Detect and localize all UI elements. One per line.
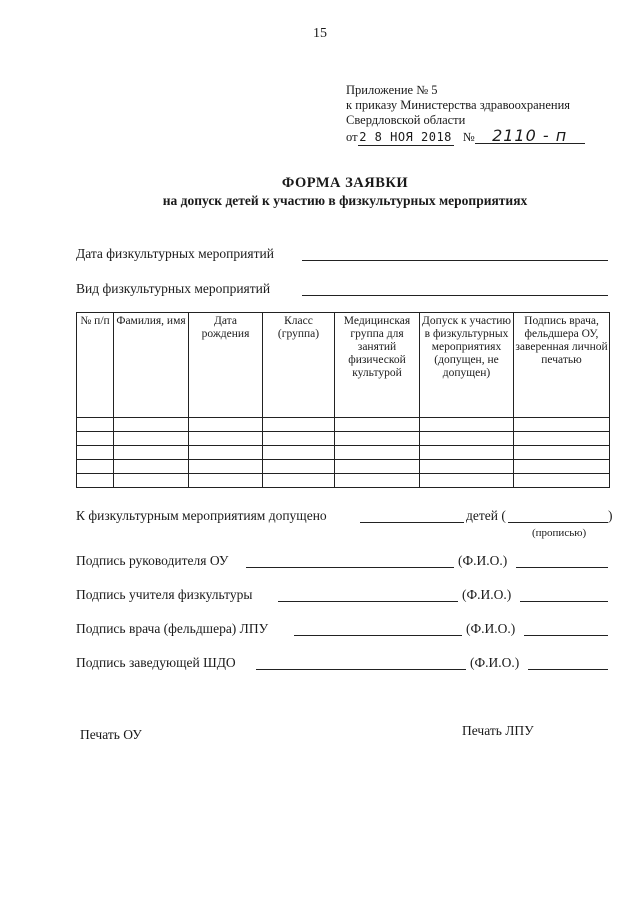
appendix-block xyxy=(346,83,585,146)
table-cell[interactable] xyxy=(114,460,189,474)
col-header-birthdate: Дата рождения xyxy=(189,313,263,418)
table-row xyxy=(77,418,610,432)
table-cell[interactable] xyxy=(514,474,610,488)
table-cell[interactable] xyxy=(77,418,114,432)
table-cell[interactable] xyxy=(335,474,420,488)
fio-doctor-field[interactable] xyxy=(524,635,608,636)
table-row xyxy=(77,432,610,446)
event-date-field[interactable] xyxy=(302,260,608,261)
order-date: 2 8 НОЯ 2018 xyxy=(359,130,452,144)
col-header-name: Фамилия, имя xyxy=(114,313,189,418)
table-cell[interactable] xyxy=(189,418,263,432)
form-subtitle: на допуск детей к участию в физкультурных мероприятиях xyxy=(162,193,528,208)
col-header-admission: Допуск к участию в физкультурных мероприятиях (допущен, не допущен) xyxy=(420,313,514,418)
table-cell[interactable] xyxy=(114,432,189,446)
in-words-hint: (прописью) xyxy=(532,527,587,539)
table-cell[interactable] xyxy=(514,446,610,460)
admitted-label: К физкультурным мероприятиям допущено xyxy=(76,508,327,523)
signature-kindergarten-head-label: Подпись заведующей ШДО xyxy=(76,655,236,670)
table-row xyxy=(77,460,610,474)
signature-doctor-label: Подпись врача (фельдшера) ЛПУ xyxy=(76,621,269,636)
col-header-class: Класс (группа) xyxy=(263,313,335,418)
date-prefix: от xyxy=(346,130,358,144)
signature-kindergarten-head-field[interactable] xyxy=(256,669,466,670)
admitted-children-label: детей ( xyxy=(466,508,506,523)
table-cell[interactable] xyxy=(420,418,514,432)
table-header-row xyxy=(77,313,610,418)
fio-label: (Ф.И.О.) xyxy=(466,621,516,636)
signature-pe-teacher-field[interactable] xyxy=(278,601,458,602)
table-cell[interactable] xyxy=(335,418,420,432)
table-cell[interactable] xyxy=(335,432,420,446)
fio-director-field[interactable] xyxy=(516,567,608,568)
table-cell[interactable] xyxy=(335,460,420,474)
signature-director-label: Подпись руководителя ОУ xyxy=(76,553,229,568)
table-cell[interactable] xyxy=(514,418,610,432)
school-stamp-label: Печать ОУ xyxy=(80,727,142,742)
table-cell[interactable] xyxy=(263,446,335,460)
table-row xyxy=(77,446,610,460)
number-prefix: № xyxy=(462,130,475,144)
fio-label: (Ф.И.О.) xyxy=(462,587,512,602)
table-cell[interactable] xyxy=(189,460,263,474)
appendix-line: к приказу Министерства здравоохранения xyxy=(346,98,571,112)
table-cell[interactable] xyxy=(514,432,610,446)
table-cell[interactable] xyxy=(263,432,335,446)
table-cell[interactable] xyxy=(77,460,114,474)
appendix-line: Приложение № 5 xyxy=(346,83,438,97)
col-header-number: № п/п xyxy=(77,313,114,418)
table-cell[interactable] xyxy=(420,460,514,474)
admitted-count-field[interactable] xyxy=(360,522,464,523)
fio-label: (Ф.И.О.) xyxy=(470,655,520,670)
appendix-date-line xyxy=(346,128,585,146)
table-cell[interactable] xyxy=(335,446,420,460)
page-number: 15 xyxy=(313,26,327,41)
table-cell[interactable] xyxy=(420,474,514,488)
form-title: ФОРМА ЗАЯВКИ xyxy=(281,175,409,191)
appendix-line: Свердловской области xyxy=(346,113,466,127)
table-cell[interactable] xyxy=(77,446,114,460)
col-header-doctor-signature: Подпись врача, фельдшера ОУ, заверенная личной печатью xyxy=(514,313,610,418)
event-type-label: Вид физкультурных мероприятий xyxy=(76,281,271,296)
fio-label: (Ф.И.О.) xyxy=(458,553,508,568)
event-date-label: Дата физкультурных мероприятий xyxy=(76,246,274,261)
table-cell[interactable] xyxy=(114,474,189,488)
clinic-stamp-label: Печать ЛПУ xyxy=(462,723,534,738)
table-cell[interactable] xyxy=(263,460,335,474)
table-cell[interactable] xyxy=(420,432,514,446)
signature-director-field[interactable] xyxy=(246,567,454,568)
admitted-close-paren: ) xyxy=(608,508,613,523)
table-cell[interactable] xyxy=(189,446,263,460)
order-number: 2110 - п xyxy=(475,128,585,144)
table-row xyxy=(77,474,610,488)
col-header-medical-group: Медицинская группа для занятий физической культурой xyxy=(335,313,420,418)
table-cell[interactable] xyxy=(114,446,189,460)
table-cell[interactable] xyxy=(114,418,189,432)
table-cell[interactable] xyxy=(189,432,263,446)
table-cell[interactable] xyxy=(263,474,335,488)
signature-doctor-field[interactable] xyxy=(294,635,462,636)
fio-pe-teacher-field[interactable] xyxy=(520,601,608,602)
signature-pe-teacher-label: Подпись учителя физкультуры xyxy=(76,587,253,602)
participants-table xyxy=(76,312,610,488)
table-cell[interactable] xyxy=(263,418,335,432)
event-type-field[interactable] xyxy=(302,295,608,296)
table-cell[interactable] xyxy=(77,474,114,488)
table-cell[interactable] xyxy=(514,460,610,474)
table-cell[interactable] xyxy=(77,432,114,446)
fio-kindergarten-head-field[interactable] xyxy=(528,669,608,670)
table-cell[interactable] xyxy=(189,474,263,488)
table-cell[interactable] xyxy=(420,446,514,460)
admitted-words-field[interactable] xyxy=(508,522,608,523)
